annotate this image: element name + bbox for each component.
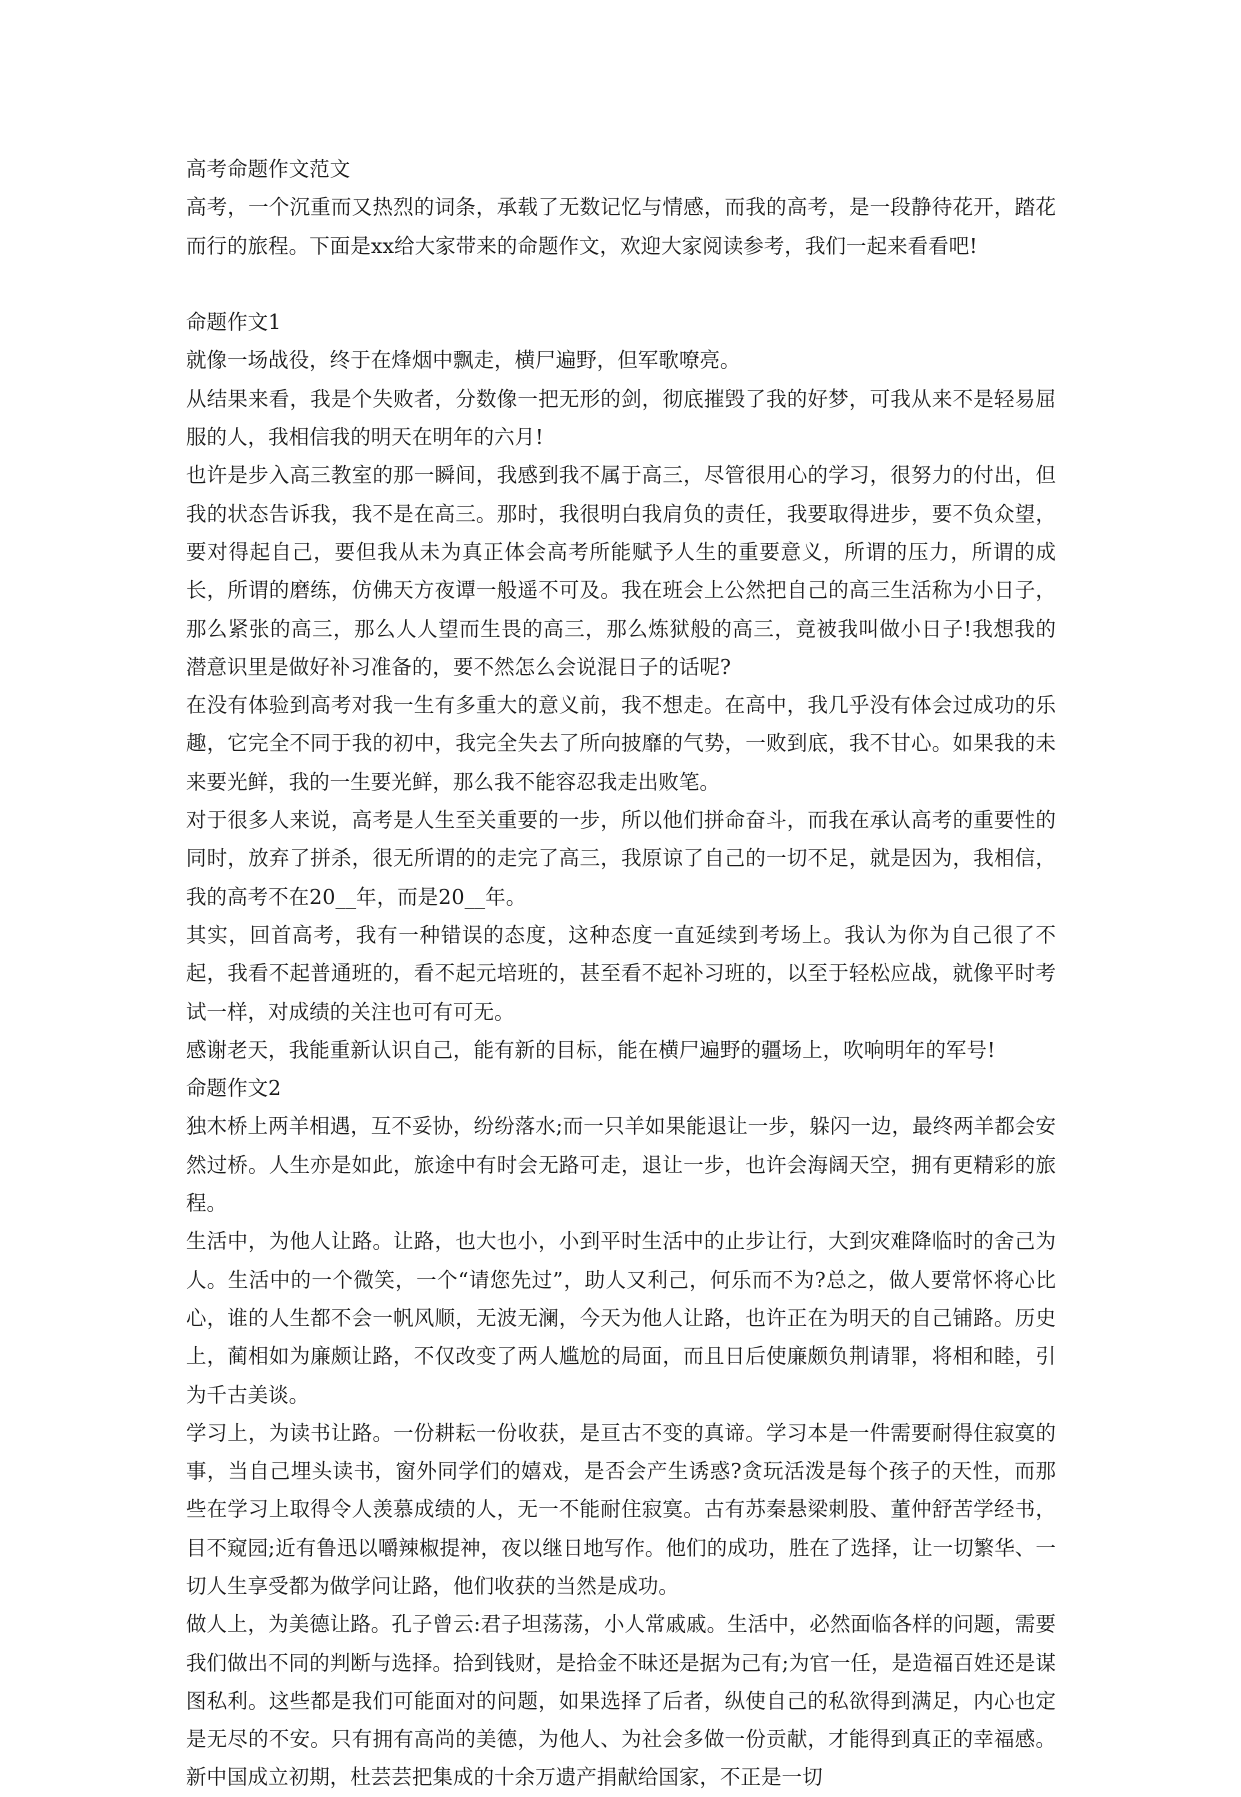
essay1-paragraph: 也许是步入高三教室的那一瞬间，我感到我不属于高三，尽管很用心的学习，很努力的付出，但我的状态告诉我，我不是在高三。那时，我很明白我肩负的责任，我要取得进步，要不负众望，要对得起自己，要但我从未为真正体会高考所能赋予人生的重要意义，所谓的压力，所谓的成长，所谓的磨练，仿佛天方夜谭一般遥不可及。我在班会上公然把自己的高三生活称为小日子，那么紧张的高三，那么人人望而生畏的高三，那么炼狱般的高三，竟被我叫做小日子!我想我的潜意识里是做好补习准备的，要不然怎么会说混日子的话呢? [186, 463, 1056, 679]
essay1-paragraph: 从结果来看，我是个失败者，分数像一把无形的剑，彻底摧毁了我的好梦，可我从来不是轻易屈服的人，我相信我的明天在明年的六月! [186, 386, 1056, 450]
blank-line [186, 265, 1056, 303]
essay2-paragraph: 学习上，为读书让路。一份耕耘一份收获，是亘古不变的真谛。学习本是一件需要耐得住寂寞的事，当自己埋头读书，窗外同学们的嬉戏，是否会产生诱惑?贪玩活泼是每个孩子的天性，而那些在学习上取得令人羡慕成绩的人，无一不能耐住寂寞。古有苏秦悬梁刺股、董仲舒苦学经书，目不窥园;近有鲁迅以嚼辣椒提神，夜以继日地写作。他们的成功，胜在了选择，让一切繁华、一切人生享受都为做学问让路，他们收获的当然是成功。 [186, 1420, 1056, 1598]
essay1-heading: 命题作文1 [186, 310, 282, 335]
essay2-paragraph: 生活中，为他人让路。让路，也大也小，小到平时生活中的止步让行，大到灾难降临时的舍己为人。生活中的一个微笑，一个“请您先过”，助人又利己，何乐而不为?总之，做人要常怀将心比心，谁的人生都不会一帆风顺，无波无澜，今天为他人让路，也许正在为明天的自己铺路。历史上，蔺相如为廉颇让路，不仅改变了两人尴尬的局面，而且日后使廉颇负荆请罪，将相和睦，引为千古美谈。 [186, 1229, 1056, 1407]
essay1-paragraph: 感谢老天，我能重新认识自己，能有新的目标，能在横尸遍野的疆场上，吹响明年的军号! [186, 1037, 996, 1062]
essay2-paragraph: 做人上，为美德让路。孔子曾云:君子坦荡荡，小人常戚戚。生活中，必然面临各样的问题，需要我们做出不同的判断与选择。拾到钱财，是拾金不昧还是据为己有;为官一任，是造福百姓还是谋图私利。这些都是我们可能面对的问题，如果选择了后者，纵使自己的私欲得到满足，内心也定是无尽的不安。只有拥有高尚的美德，为他人、为社会多做一份贡献，才能得到真正的幸福感。新中国成立初期，杜芸芸把集成的十余万遗产捐献给国家，不正是一切 [186, 1612, 1056, 1790]
document-title: 高考命题作文范文 [186, 157, 351, 181]
intro-paragraph: 高考，一个沉重而又热烈的词条，承载了无数记忆与情感，而我的高考，是一段静待花开，踏花而行的旅程。下面是xx给大家带来的命题作文，欢迎大家阅读参考，我们一起来看看吧! [186, 195, 1056, 258]
essay1-paragraph: 在没有体验到高考对我一生有多重大的意义前，我不想走。在高中，我几乎没有体会过成功的乐趣，它完全不同于我的初中，我完全失去了所向披靡的气势，一败到底，我不甘心。如果我的未来要光鲜，我的一生要光鲜，那么我不能容忍我走出败笔。 [186, 693, 1056, 794]
essay2-paragraph: 独木桥上两羊相遇，互不妥协，纷纷落水;而一只羊如果能退让一步，躲闪一边，最终两羊都会安然过桥。人生亦是如此，旅途中有时会无路可走，退让一步，也许会海阔天空，拥有更精彩的旅程。 [186, 1114, 1056, 1216]
essay1-paragraph: 其实，回首高考，我有一种错误的态度，这种态度一直延续到考场上。我认为你为自己很了不起，我看不起普通班的，看不起元培班的，甚至看不起补习班的，以至于轻松应战，就像平时考试一样，对成绩的关注也可有可无。 [186, 922, 1056, 1024]
essay1-paragraph: 就像一场战役，终于在烽烟中飘走，横尸遍野，但军歌嘹亮。 [186, 348, 741, 373]
essay1-paragraph: 对于很多人来说，高考是人生至关重要的一步，所以他们拼命奋斗，而我在承认高考的重要性的同时，放弃了拼杀，很无所谓的的走完了高三，我原谅了自己的一切不足，就是因为，我相信，我的高考不在20__年，而是20__年。 [186, 808, 1056, 909]
essay2-heading: 命题作文2 [186, 1076, 282, 1101]
document-page [186, 150, 1056, 1797]
